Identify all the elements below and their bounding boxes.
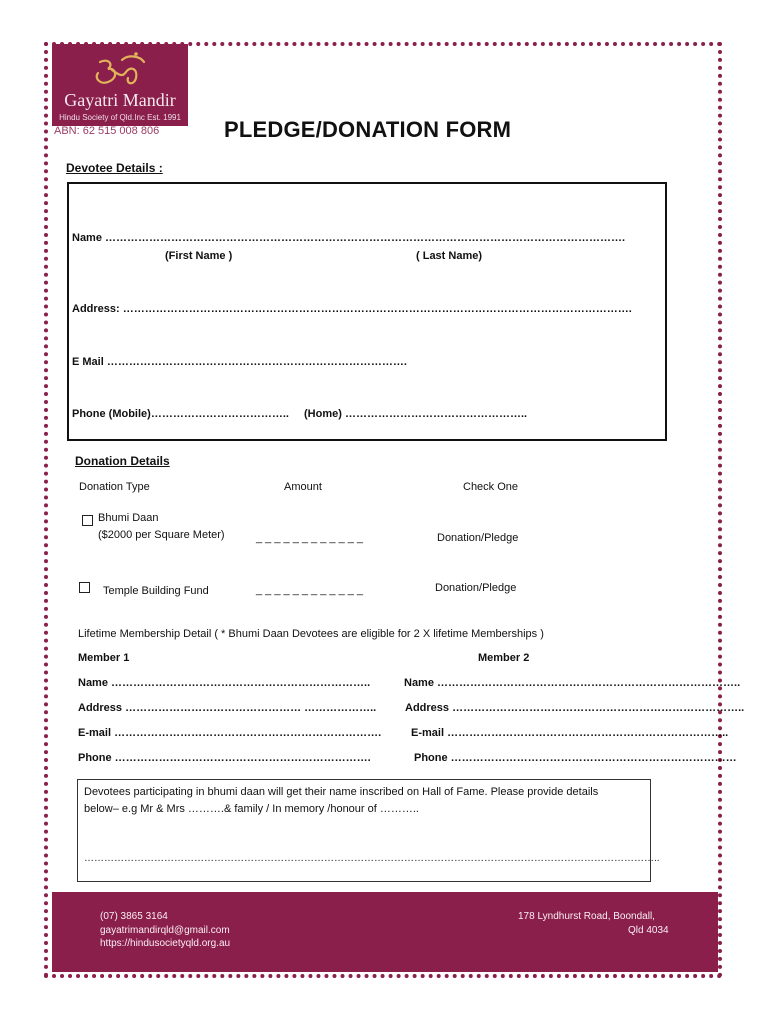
footer-website[interactable]: https://hindusocietyqld.org.au bbox=[100, 938, 231, 949]
member1-name-field[interactable]: Name …………………………………………………………….. bbox=[78, 677, 371, 689]
member2-address-field[interactable]: Address …………………………………………………………………….. bbox=[405, 702, 745, 714]
bhumi-daan-amount-field[interactable]: _ _ _ _ _ _ _ _ _ _ _ _ bbox=[256, 532, 364, 544]
member2-phone-field[interactable]: Phone …………………………………………………………………… bbox=[414, 752, 737, 764]
address-field[interactable]: Address: …………………………………………………………………………………………………………………………. bbox=[72, 303, 632, 315]
member1-email-field[interactable]: E-mail ………………………………………………………………. bbox=[78, 727, 382, 739]
column-donation-type: Donation Type bbox=[79, 481, 150, 493]
note-line-2: below– e.g Mr & Mrs ……….& family / In memory /honour of ……….. bbox=[84, 803, 419, 815]
bhumi-daan-price: ($2000 per Square Meter) bbox=[98, 529, 225, 541]
note-inscription-field[interactable]: ……………………………………………………………………………………………………………………………………………………….. bbox=[84, 853, 660, 864]
org-subtitle: Hindu Society of Qld.Inc Est. 1991 bbox=[59, 113, 181, 122]
footer-address-line2: Qld 4034 bbox=[628, 925, 669, 936]
devotee-details-heading: Devotee Details : bbox=[66, 161, 163, 175]
member1-phone-field[interactable]: Phone ……………………………………………………………. bbox=[78, 752, 371, 764]
note-line-1: Devotees participating in bhumi daan will get their name inscribed on Hall of Fame. Please provide details bbox=[84, 786, 599, 798]
member2-email-field[interactable]: E-mail ………………………………………………………………….. bbox=[411, 727, 729, 739]
last-name-caption: ( Last Name) bbox=[416, 250, 483, 262]
abn-number: ABN: 62 515 008 806 bbox=[54, 125, 160, 137]
footer-address-line1: 178 Lyndhurst Road, Boondall, bbox=[518, 911, 655, 922]
column-amount: Amount bbox=[284, 481, 322, 493]
member2-heading: Member 2 bbox=[478, 652, 530, 664]
email-field[interactable]: E Mail ………………………………………………………………………. bbox=[72, 356, 407, 368]
member2-name-field[interactable]: Name ……………………………………………………………………….. bbox=[404, 677, 741, 689]
phone-mobile-field[interactable]: Phone (Mobile)……………………………….. bbox=[72, 408, 289, 420]
phone-home-field[interactable]: (Home) ………………………………………….. bbox=[304, 408, 528, 420]
donation-details-heading: Donation Details bbox=[75, 454, 170, 468]
lifetime-membership-detail: Lifetime Membership Detail ( * Bhumi Daan Devotees are eligible for 2 X lifetime Memberships ) bbox=[78, 628, 544, 640]
name-field[interactable]: Name ……………………………………………………………………………………………………………………………. bbox=[72, 232, 626, 244]
bhumi-daan-donation-pledge[interactable]: Donation/Pledge bbox=[437, 532, 519, 544]
bhumi-daan-checkbox[interactable] bbox=[82, 515, 93, 526]
temple-building-fund-donation-pledge[interactable]: Donation/Pledge bbox=[435, 582, 517, 594]
page-title: PLEDGE/DONATION FORM bbox=[224, 117, 512, 142]
column-check-one: Check One bbox=[463, 481, 519, 493]
first-name-caption: (First Name ) bbox=[165, 250, 233, 262]
footer-phone: (07) 3865 3164 bbox=[100, 911, 168, 922]
logo bbox=[52, 44, 188, 126]
temple-building-fund-checkbox[interactable] bbox=[79, 582, 90, 593]
temple-building-fund-amount-field[interactable]: _ _ _ _ _ _ _ _ _ _ _ _ bbox=[256, 584, 364, 596]
footer-email[interactable]: gayatrimandirqld@gmail.com bbox=[100, 925, 230, 936]
om-symbol-icon bbox=[86, 48, 154, 92]
member1-address-field[interactable]: Address ………………………………………… ……………….. bbox=[78, 702, 377, 714]
footer-bar bbox=[52, 892, 718, 972]
org-name: Gayatri Mandir bbox=[64, 90, 176, 110]
member1-heading: Member 1 bbox=[78, 652, 130, 664]
bhumi-daan-label: Bhumi Daan bbox=[98, 512, 159, 524]
temple-building-fund-label: Temple Building Fund bbox=[103, 585, 209, 597]
